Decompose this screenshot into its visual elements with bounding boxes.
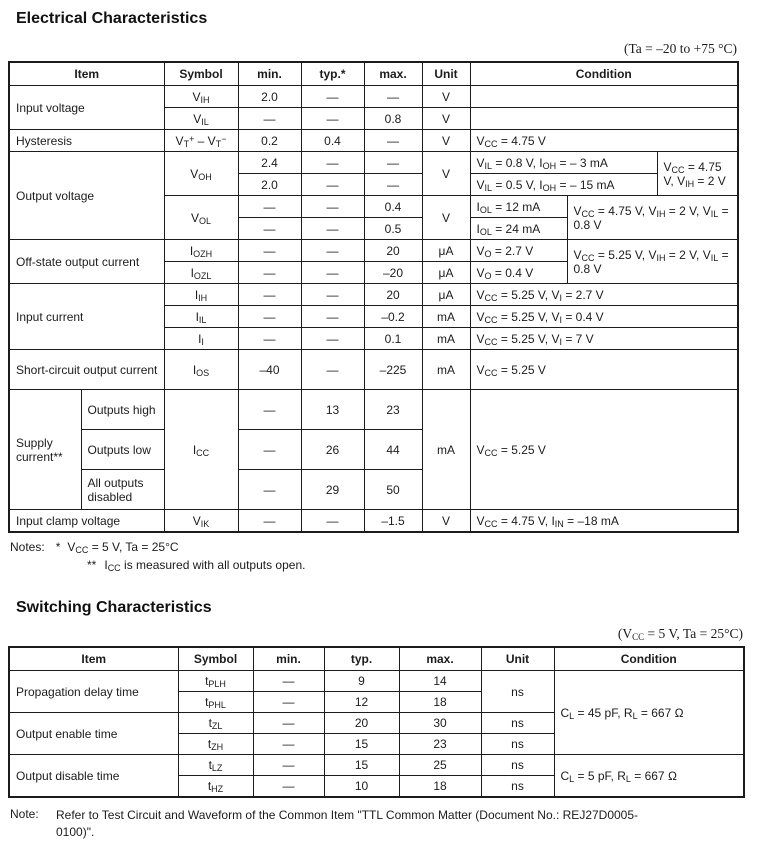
- iih-symbol: $I_{IH}$: [164, 284, 238, 306]
- ii-max: 0.1: [364, 328, 422, 350]
- vil-symbol: $V_{IL}$: [164, 108, 238, 130]
- tlz-min: —: [253, 755, 324, 776]
- tplh-typ: 9: [324, 671, 399, 692]
- thz-typ: 10: [324, 776, 399, 798]
- tzh-unit: ns: [481, 734, 554, 755]
- tplh-symbol: $t_{PLH}$: [178, 671, 253, 692]
- ios-symbol: $I_{OS}$: [164, 350, 238, 390]
- vil-max: 0.8: [364, 108, 422, 130]
- ii-symbol: $I_I$: [164, 328, 238, 350]
- tlz-max: 25: [399, 755, 481, 776]
- vil-min: —: [238, 108, 301, 130]
- iozh-typ: —: [301, 240, 364, 262]
- table-row: [9, 390, 738, 430]
- note-marker-2: **: [87, 558, 97, 572]
- ios-typ: —: [301, 350, 364, 390]
- hysteresis-typ: 0.4: [301, 130, 364, 152]
- item-output-voltage: Output voltage: [9, 152, 164, 240]
- iozh-unit: μA: [422, 240, 470, 262]
- vik-max: –1.5: [364, 510, 422, 533]
- icc-r1-typ: 13: [301, 390, 364, 430]
- tzh-min: —: [253, 734, 324, 755]
- table-row: [9, 510, 738, 533]
- col-header-unit: Unit: [481, 647, 554, 671]
- tzl-symbol: $t_{ZL}$: [178, 713, 253, 734]
- iih-min: —: [238, 284, 301, 306]
- note-text-1: $V_{CC} = 5$ V, Ta = 25°C: [67, 540, 179, 555]
- supply-subitem-outputs-low: Outputs low: [81, 430, 164, 470]
- col-header-symbol: Symbol: [164, 62, 238, 86]
- switching-section-title: Switching Characteristics: [16, 599, 212, 616]
- iozl-typ: —: [301, 262, 364, 284]
- vik-unit: V: [422, 510, 470, 533]
- hysteresis-symbol: $V_T^+ - V_T^-$: [164, 130, 238, 152]
- iozl-symbol: $I_{OZL}$: [164, 262, 238, 284]
- tlz-symbol: $t_{LZ}$: [178, 755, 253, 776]
- col-header-typ: typ.*: [301, 62, 364, 86]
- iil-symbol: $I_{IL}$: [164, 306, 238, 328]
- ios-unit: mA: [422, 350, 470, 390]
- table-header-row: [9, 647, 744, 671]
- iil-max: –0.2: [364, 306, 422, 328]
- tphl-min: —: [253, 692, 324, 713]
- vik-condition: $V_{CC} = 4.75$ V, $I_{IN} = -18$ mA: [470, 510, 738, 533]
- iozl-max: –20: [364, 262, 422, 284]
- iozl-min: —: [238, 262, 301, 284]
- iozh-condition: $V_O = 2.7$ V: [470, 240, 567, 262]
- hysteresis-unit: V: [422, 130, 470, 152]
- col-header-item: Item: [9, 62, 164, 86]
- note-marker-1: *: [55, 540, 61, 554]
- iih-condition: $V_{CC} = 5.25$ V, $V_I = 2.7$ V: [470, 284, 738, 306]
- col-header-min: min.: [253, 647, 324, 671]
- tzh-typ: 15: [324, 734, 399, 755]
- icc-r3-max: 50: [364, 470, 422, 510]
- col-header-condition: Condition: [470, 62, 738, 86]
- table-row: [9, 755, 744, 776]
- table-row: [9, 284, 738, 306]
- voh-r1-max: —: [364, 152, 422, 174]
- tphl-max: 18: [399, 692, 481, 713]
- col-header-max: max.: [364, 62, 422, 86]
- table-row: [9, 350, 738, 390]
- vih-condition: [470, 86, 738, 108]
- notes-label: Notes:: [10, 540, 45, 554]
- tlz-unit: ns: [481, 755, 554, 776]
- icc-r2-typ: 26: [301, 430, 364, 470]
- vih-typ: —: [301, 86, 364, 108]
- item-input-clamp-voltage: Input clamp voltage: [9, 510, 164, 533]
- tplh-max: 14: [399, 671, 481, 692]
- table-header-row: [9, 62, 738, 86]
- icc-r2-max: 44: [364, 430, 422, 470]
- iih-max: 20: [364, 284, 422, 306]
- voh-r2-max: —: [364, 174, 422, 196]
- icc-symbol: $I_{CC}$: [164, 390, 238, 510]
- iozl-unit: μA: [422, 262, 470, 284]
- tzl-typ: 20: [324, 713, 399, 734]
- ios-max: –225: [364, 350, 422, 390]
- thz-min: —: [253, 776, 324, 798]
- vol-symbol: $V_{OL}$: [164, 196, 238, 240]
- hysteresis-max: —: [364, 130, 422, 152]
- vil-unit: V: [422, 108, 470, 130]
- note-text-2: $I_{CC}$ is measured with all outputs open.: [104, 558, 306, 573]
- vol-condition-right: $V_{CC} = 4.75$ V, $V_{IH} = 2$ V, $V_{IL} = 0.8$ V: [567, 196, 738, 240]
- vih-unit: V: [422, 86, 470, 108]
- table-row: [9, 86, 738, 108]
- item-output-enable-time: Output enable time: [9, 713, 178, 755]
- item-short-circuit-output-current: Short-circuit output current: [9, 350, 164, 390]
- tphl-typ: 12: [324, 692, 399, 713]
- col-header-symbol: Symbol: [178, 647, 253, 671]
- switching-note: [10, 807, 772, 841]
- voh-r1-typ: —: [301, 152, 364, 174]
- switching-characteristics-table: [8, 646, 745, 798]
- col-header-typ: typ.: [324, 647, 399, 671]
- vol-r2-min: —: [238, 218, 301, 240]
- item-hysteresis: Hysteresis: [9, 130, 164, 152]
- iih-typ: —: [301, 284, 364, 306]
- tzh-max: 23: [399, 734, 481, 755]
- iil-condition: $V_{CC} = 5.25$ V, $V_I = 0.4$ V: [470, 306, 738, 328]
- thz-symbol: $t_{HZ}$: [178, 776, 253, 798]
- iil-unit: mA: [422, 306, 470, 328]
- tzl-max: 30: [399, 713, 481, 734]
- vik-min: —: [238, 510, 301, 533]
- note-text: Refer to Test Circuit and Waveform of the Common Item "TTL Common Matter (Document No.: REJ27D0005-0100)".: [56, 808, 639, 839]
- electrical-notes: [10, 540, 772, 572]
- ii-condition: $V_{CC} = 5.25$ V, $V_I = 7$ V: [470, 328, 738, 350]
- icc-r2-min: —: [238, 430, 301, 470]
- iil-typ: —: [301, 306, 364, 328]
- table-row: [9, 130, 738, 152]
- iil-min: —: [238, 306, 301, 328]
- hysteresis-condition: $V_{CC} = 4.75$ V: [470, 130, 738, 152]
- table-row: [9, 240, 738, 262]
- voh-r2-typ: —: [301, 174, 364, 196]
- col-header-unit: Unit: [422, 62, 470, 86]
- table-row: [9, 152, 738, 174]
- note-line-1: [10, 540, 772, 554]
- iozh-min: —: [238, 240, 301, 262]
- iozh-max: 20: [364, 240, 422, 262]
- electrical-characteristics-table: [8, 61, 739, 533]
- col-header-item: Item: [9, 647, 178, 671]
- thz-unit: ns: [481, 776, 554, 798]
- voh-r1-condition: $V_{IL} = 0.8$ V, $I_{OH}$ = – 3 mA: [470, 152, 657, 174]
- vol-r2-condition: $I_{OL} = 24$ mA: [470, 218, 567, 240]
- vil-typ: —: [301, 108, 364, 130]
- off-state-condition-right: $V_{CC} = 5.25$ V, $V_{IH} = 2$ V, $V_{IL} = 0.8$ V: [567, 240, 738, 284]
- tplh-min: —: [253, 671, 324, 692]
- table-row: [9, 671, 744, 692]
- ios-min: –40: [238, 350, 301, 390]
- vol-r1-typ: —: [301, 196, 364, 218]
- voh-r2-condition: $V_{IL} = 0.5$ V, $I_{OH}$ = – 15 mA: [470, 174, 657, 196]
- vih-min: 2.0: [238, 86, 301, 108]
- icc-r3-typ: 29: [301, 470, 364, 510]
- vol-r1-max: 0.4: [364, 196, 422, 218]
- icc-unit: mA: [422, 390, 470, 510]
- icc-r3-min: —: [238, 470, 301, 510]
- tlz-typ: 15: [324, 755, 399, 776]
- item-supply-current: Supply current**: [9, 390, 81, 510]
- item-propagation-delay-time: Propagation delay time: [9, 671, 178, 713]
- vih-symbol: $V_{IH}$: [164, 86, 238, 108]
- tzl-unit: ns: [481, 713, 554, 734]
- voh-r1-min: 2.4: [238, 152, 301, 174]
- tzh-symbol: $t_{ZH}$: [178, 734, 253, 755]
- tphl-symbol: $t_{PHL}$: [178, 692, 253, 713]
- vol-unit: V: [422, 196, 470, 240]
- supply-subitem-outputs-high: Outputs high: [81, 390, 164, 430]
- supply-subitem-all-outputs-disabled: All outputs disabled: [81, 470, 164, 510]
- note-line-2: [87, 558, 772, 572]
- col-header-max: max.: [399, 647, 481, 671]
- col-header-condition: Condition: [554, 647, 744, 671]
- ii-typ: —: [301, 328, 364, 350]
- vol-r1-condition: $I_{OL} = 12$ mA: [470, 196, 567, 218]
- switching-temp-note: ($V_{CC} = 5$ V, Ta = 25°C): [617, 626, 743, 642]
- vih-max: —: [364, 86, 422, 108]
- icc-r1-max: 23: [364, 390, 422, 430]
- vik-typ: —: [301, 510, 364, 533]
- vil-condition: [470, 108, 738, 130]
- item-off-state-output-current: Off-state output current: [9, 240, 164, 284]
- iozl-condition: $V_O = 0.4$ V: [470, 262, 567, 284]
- note-label: Note:: [10, 807, 39, 821]
- voh-r2-min: 2.0: [238, 174, 301, 196]
- voh-symbol: $V_{OH}$: [164, 152, 238, 196]
- vol-r1-min: —: [238, 196, 301, 218]
- vik-symbol: $V_{IK}$: [164, 510, 238, 533]
- item-output-disable-time: Output disable time: [9, 755, 178, 798]
- vol-r2-typ: —: [301, 218, 364, 240]
- load-condition-5pf: $C_L = 5$ pF, $R_L = 667$ Ω: [554, 755, 744, 798]
- hysteresis-min: 0.2: [238, 130, 301, 152]
- ii-unit: mA: [422, 328, 470, 350]
- voh-condition-right: $V_{CC} = 4.75$ V, $V_{IH} = 2$ V: [657, 152, 738, 196]
- voh-unit: V: [422, 152, 470, 196]
- tzl-min: —: [253, 713, 324, 734]
- electrical-temp-note: (Ta = –20 to +75 °C): [623, 41, 737, 56]
- item-input-voltage: Input voltage: [9, 86, 164, 130]
- icc-r1-min: —: [238, 390, 301, 430]
- ios-condition: $V_{CC} = 5.25$ V: [470, 350, 738, 390]
- col-header-min: min.: [238, 62, 301, 86]
- iozh-symbol: $I_{OZH}$: [164, 240, 238, 262]
- vol-r2-max: 0.5: [364, 218, 422, 240]
- thz-max: 18: [399, 776, 481, 798]
- load-condition-45pf: $C_L = 45$ pF, $R_L = 667$ Ω: [554, 671, 744, 755]
- icc-condition: $V_{CC} = 5.25$ V: [470, 390, 738, 510]
- item-input-current: Input current: [9, 284, 164, 350]
- ii-min: —: [238, 328, 301, 350]
- iih-unit: μA: [422, 284, 470, 306]
- prop-delay-unit: ns: [481, 671, 554, 713]
- electrical-section-title: Electrical Characteristics: [16, 10, 208, 27]
